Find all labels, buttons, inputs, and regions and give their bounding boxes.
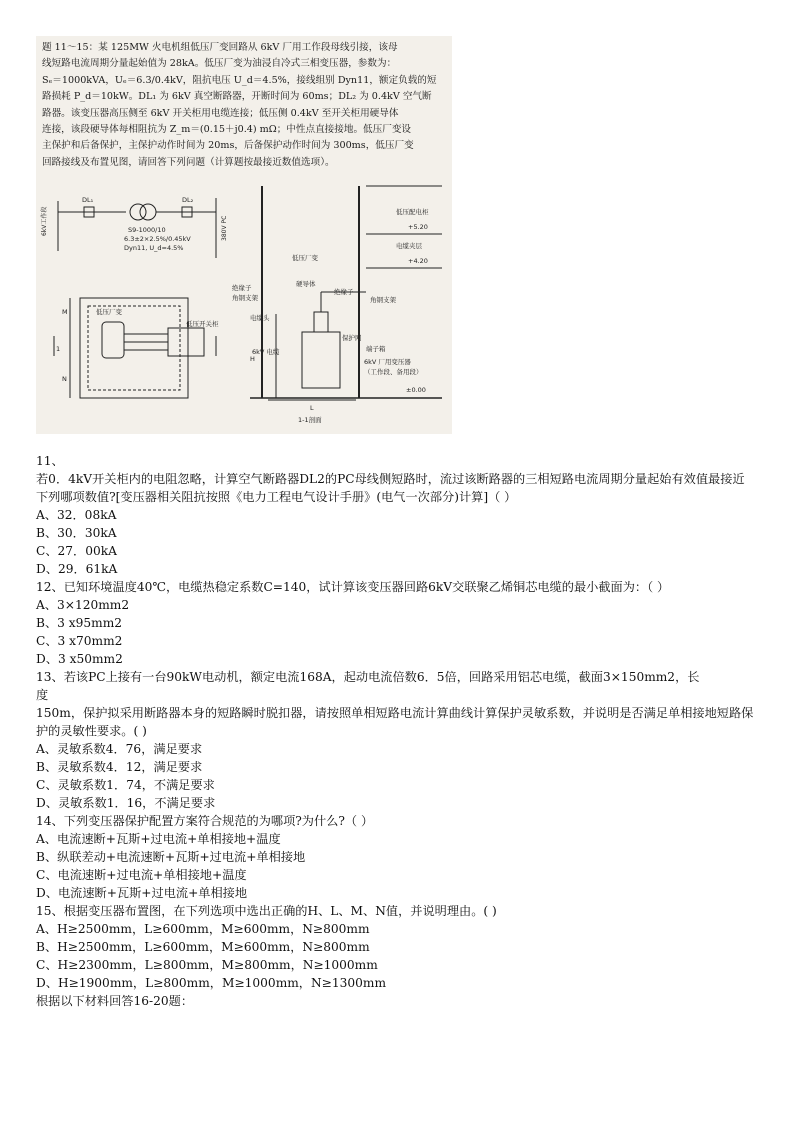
transformer-group-label: Dyn11, U_d=4.5% bbox=[124, 244, 184, 252]
questions-body bbox=[36, 452, 756, 1010]
question-12-number: 12、 bbox=[36, 580, 64, 594]
question-11-option-c: C、27．00kA bbox=[36, 544, 117, 558]
pc-room-label: 低压配电柜 bbox=[396, 208, 429, 216]
cable-layer-label: 电缆夹层 bbox=[396, 242, 422, 250]
angle-bracket-label: 角钢支架 bbox=[232, 294, 258, 302]
intro-line: 题 11～15：某 125MW 火电机组低压厂变回路从 6kV 厂用工作段母线引接，该母 bbox=[42, 42, 398, 53]
intro-line: 线短路电流周期分量起始值为 28kA。低压厂变为油浸自冷式三相变压器，参数为： bbox=[42, 58, 397, 70]
plan-transformer bbox=[102, 322, 124, 358]
elevation-420-label: +4.20 bbox=[408, 257, 428, 265]
insulator-label-2: 绝缘子 bbox=[334, 288, 354, 296]
terminal-box-label: 端子箱 bbox=[366, 345, 386, 353]
question-14-option-c: C、电流速断+过电流+单相接地+温度 bbox=[36, 868, 247, 882]
dl2-label: DL₂ bbox=[182, 196, 194, 204]
question-13-stem-line2: 度 bbox=[36, 688, 49, 702]
question-13-number: 13、 bbox=[36, 670, 64, 684]
question-15-option-d: D、H≥1900mm，L≥800mm，M≥1000mm，N≥1300mm bbox=[36, 976, 386, 990]
cable-6kv-label: 6kV 电缆 bbox=[252, 348, 280, 356]
intro-line: 路器。该变压器高压侧至 6kV 开关柜用电缆连接；低压侧 0.4kV 至开关柜用硬导体 bbox=[42, 107, 399, 119]
question-11-stem: 若0．4kV开关柜内的电阻忽略，计算空气断路器DL2的PC母线侧短路时，流过该断路器的三相短路电流周期分量起始有效值最接近下列哪项数值?[变压器相关阻抗按照《电力工程电气设计手册》(电气一次部分)计算]（ ） bbox=[36, 472, 745, 504]
elevation-000-label: ±0.00 bbox=[406, 386, 426, 394]
question-12-option-c: C、3 x70mm2 bbox=[36, 634, 123, 648]
question-14-option-b: B、纵联差动+电流速断+瓦斯+过电流+单相接地 bbox=[36, 850, 306, 864]
question-15-option-c: C、H≥2300mm，L≥800mm，M≥800mm，N≥1000mm bbox=[36, 958, 378, 972]
next-section-note: 根据以下材料回答16-20题： bbox=[36, 994, 194, 1008]
hard-conductor-label: 硬导体 bbox=[296, 280, 316, 288]
cable-head-label: 电缆头 bbox=[250, 314, 270, 322]
intro-line: 路损耗 P_d＝10kW。DL₁ 为 6kV 真空断路器，开断时间为 60ms；DL₂ 为 0.4kV 空气断 bbox=[42, 91, 432, 103]
bus-6kv-label: 6kV工作段 bbox=[41, 206, 48, 236]
question-11-number: 11、 bbox=[36, 454, 64, 468]
dim-n-label: N bbox=[62, 375, 67, 383]
intro-line: 回路接线及布置见图，请回答下列问题（计算题按最接近数值选项）。 bbox=[42, 156, 335, 168]
question-11-option-b: B、30．30kA bbox=[36, 526, 117, 540]
question-15-option-a: A、H≥2500mm，L≥600mm，M≥600mm，N≥800mm bbox=[36, 922, 370, 936]
question-13-option-c: C、灵敏系数1．74，不满足要求 bbox=[36, 778, 215, 792]
angle-bracket-label-2: 角钢支架 bbox=[370, 296, 396, 304]
guard-net-label: 保护网 bbox=[342, 334, 362, 342]
transformer-primary-coil bbox=[130, 204, 146, 220]
room-name-label: 低压厂变 bbox=[292, 254, 318, 262]
transformer-bushing bbox=[314, 312, 328, 332]
transformer-ratio-label: 6.3±2×2.5%/0.45kV bbox=[124, 235, 191, 243]
question-15-stem: 根据变压器布置图，在下列选项中选出正确的H、L、M、N值，并说明理由。( ) bbox=[63, 904, 497, 918]
section-title-label: 1-1剖面 bbox=[298, 416, 322, 424]
elevation-520-label: +5.20 bbox=[408, 223, 428, 231]
intro-line: 主保护和后备保护，主保护动作时间为 20ms，后备保护动作时间为 300ms，低压厂变 bbox=[42, 140, 414, 152]
section-mark-label: 1 bbox=[56, 345, 61, 353]
question-12-option-b: B、3 x95mm2 bbox=[36, 616, 123, 630]
question-15-option-b: B、H≥2500mm，L≥600mm，M≥600mm，N≥800mm bbox=[36, 940, 370, 954]
plan-switchgear bbox=[168, 328, 204, 356]
question-12-option-d: D、3 x50mm2 bbox=[36, 652, 123, 666]
question-12-stem: 已知环境温度40℃，电缆热稳定系数C=140，试计算该变压器回路6kV交联聚乙烯铜芯电缆的最小截面为：（ ） bbox=[63, 580, 670, 594]
intro-line: 连接，该段硬导体每相阻抗为 Z_m＝(0.15＋j0.4) mΩ；中性点直接接地。低压厂变设 bbox=[42, 124, 412, 136]
question-12-option-a: A、3×120mm2 bbox=[36, 598, 130, 612]
question-11-option-a: A、32．08kA bbox=[36, 508, 117, 522]
plan-title-label: 低压厂变 bbox=[96, 308, 122, 316]
question-14-number: 14、 bbox=[36, 814, 64, 828]
question-14-option-d: D、电流速断+瓦斯+过电流+单相接地 bbox=[36, 886, 248, 900]
insulator-label: 绝缘子 bbox=[232, 284, 252, 292]
question-14-option-a: A、电流速断+瓦斯+过电流+单相接地+温度 bbox=[36, 832, 281, 846]
section-transformer bbox=[302, 332, 340, 388]
question-15-number: 15、 bbox=[36, 904, 64, 918]
question-11-option-d: D、29．61kA bbox=[36, 562, 118, 576]
question-13-option-a: A、灵敏系数4．76，满足要求 bbox=[36, 742, 203, 756]
transformer-note-1: 6kV 厂用变压器 bbox=[364, 358, 411, 366]
wiring-and-layout-diagram bbox=[36, 36, 452, 434]
bus-380v-label: 380V PC bbox=[221, 215, 228, 241]
dim-m-label: M bbox=[62, 308, 68, 316]
question-13-stem-line3: 150m，保护拟采用断路器本身的短路瞬时脱扣器，请按照单相短路电流计算曲线计算保护灵敏系数，并说明是否满足单相接地短路保护的灵敏性要求。( ) bbox=[36, 706, 754, 738]
question-14-stem: 下列变压器保护配置方案符合规范的为哪项?为什么?（ ） bbox=[63, 814, 374, 828]
dl1-label: DL₁ bbox=[82, 196, 94, 204]
question-13-option-d: D、灵敏系数1．16，不满足要求 bbox=[36, 796, 216, 810]
problem-figure-scan bbox=[36, 36, 452, 434]
transformer-model-label: S9-1000/10 bbox=[128, 226, 166, 234]
question-13-option-b: B、灵敏系数4．12，满足要求 bbox=[36, 760, 203, 774]
dim-h-label: H bbox=[250, 355, 255, 363]
intro-line: Sₑ＝1000kVA，Uₑ＝6.3/0.4kV，阻抗电压 U_d＝4.5%，接线组别 Dyn11，额定负载的短 bbox=[42, 74, 437, 86]
transformer-secondary-coil bbox=[140, 204, 156, 220]
dim-l-label: L bbox=[310, 404, 314, 412]
question-13-stem-line1: 若该PC上接有一台90kW电动机，额定电流168A，起动电流倍数6．5倍，回路采用铝芯电缆，截面3×150mm2，长 bbox=[63, 670, 700, 684]
plan-cabinet-label: 低压开关柜 bbox=[186, 320, 219, 328]
transformer-note-2: （工作段、备用段） bbox=[364, 368, 423, 376]
